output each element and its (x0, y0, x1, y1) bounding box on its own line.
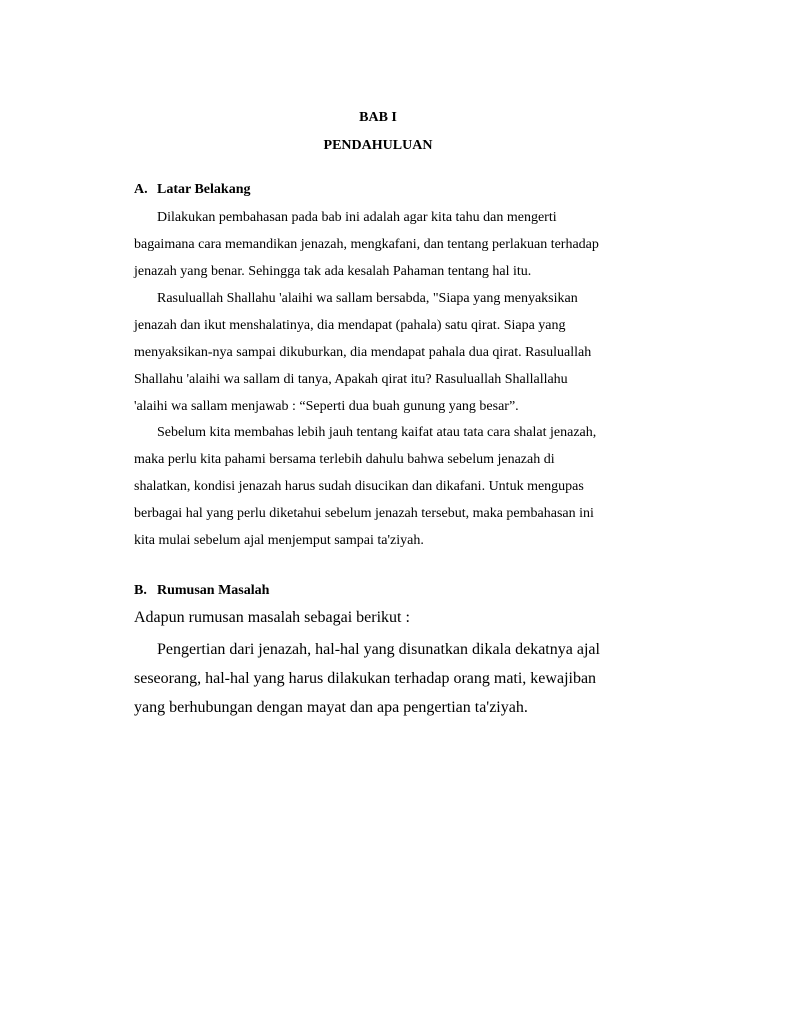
paragraph-line: 'alaihi wa sallam menjawab : “Seperti dua buah gunung yang besar”. (134, 399, 519, 414)
paragraph-line: seseorang, hal-hal yang harus dilakukan terhadap orang mati, kewajiban (134, 670, 597, 687)
section-b-letter: B. (134, 583, 147, 598)
section-a-title: Latar Belakang (157, 182, 251, 197)
chapter-number: BAB I (359, 110, 397, 125)
paragraph-line: maka perlu kita pahami bersama terlebih dahulu bahwa sebelum jenazah di (134, 452, 555, 467)
section-a-paragraph-1 (134, 204, 644, 285)
section-b-heading (134, 583, 269, 599)
paragraph-line: kita mulai sebelum ajal menjemput sampai ta'ziyah. (134, 533, 424, 548)
paragraph-line: jenazah yang benar. Sehingga tak ada kesalah Pahaman tentang hal itu. (134, 264, 532, 279)
paragraph-line: menyaksikan-nya sampai dikuburkan, dia mendapat pahala dua qirat. Rasuluallah (134, 345, 592, 360)
paragraph-line: Pengertian dari jenazah, hal-hal yang disunatkan dikala dekatnya ajal (157, 641, 600, 658)
section-a-heading (134, 182, 250, 198)
section-a-paragraph-2 (134, 285, 644, 420)
chapter-title: PENDAHULUAN (323, 138, 433, 153)
section-b-intro: Adapun rumusan masalah sebagai berikut : (134, 609, 410, 626)
paragraph-line: Dilakukan pembahasan pada bab ini adalah agar kita tahu dan mengerti (157, 210, 557, 225)
section-a-paragraph-3 (134, 419, 644, 554)
paragraph-line: bagaimana cara memandikan jenazah, mengkafani, dan tentang perlakuan terhadap (134, 237, 599, 252)
paragraph-line: Shallahu 'alaihi wa sallam di tanya, Apakah qirat itu? Rasuluallah Shallallahu (134, 372, 568, 387)
section-b-title: Rumusan Masalah (157, 583, 270, 598)
paragraph-line: Rasuluallah Shallahu 'alaihi wa sallam bersabda, "Siapa yang menyaksikan (157, 291, 578, 306)
paragraph-line: shalatkan, kondisi jenazah harus sudah disucikan dan dikafani. Untuk mengupas (134, 479, 584, 494)
paragraph-line: yang berhubungan dengan mayat dan apa pengertian ta'ziyah. (134, 699, 528, 716)
paragraph-line: Sebelum kita membahas lebih jauh tentang kaifat atau tata cara shalat jenazah, (157, 425, 597, 440)
paragraph-line: berbagai hal yang perlu diketahui sebelum jenazah tersebut, maka pembahasan ini (134, 506, 594, 521)
section-b-paragraph (134, 635, 624, 722)
section-a-letter: A. (134, 182, 148, 197)
paragraph-line: jenazah dan ikut menshalatinya, dia mendapat (pahala) satu qirat. Siapa yang (134, 318, 566, 333)
